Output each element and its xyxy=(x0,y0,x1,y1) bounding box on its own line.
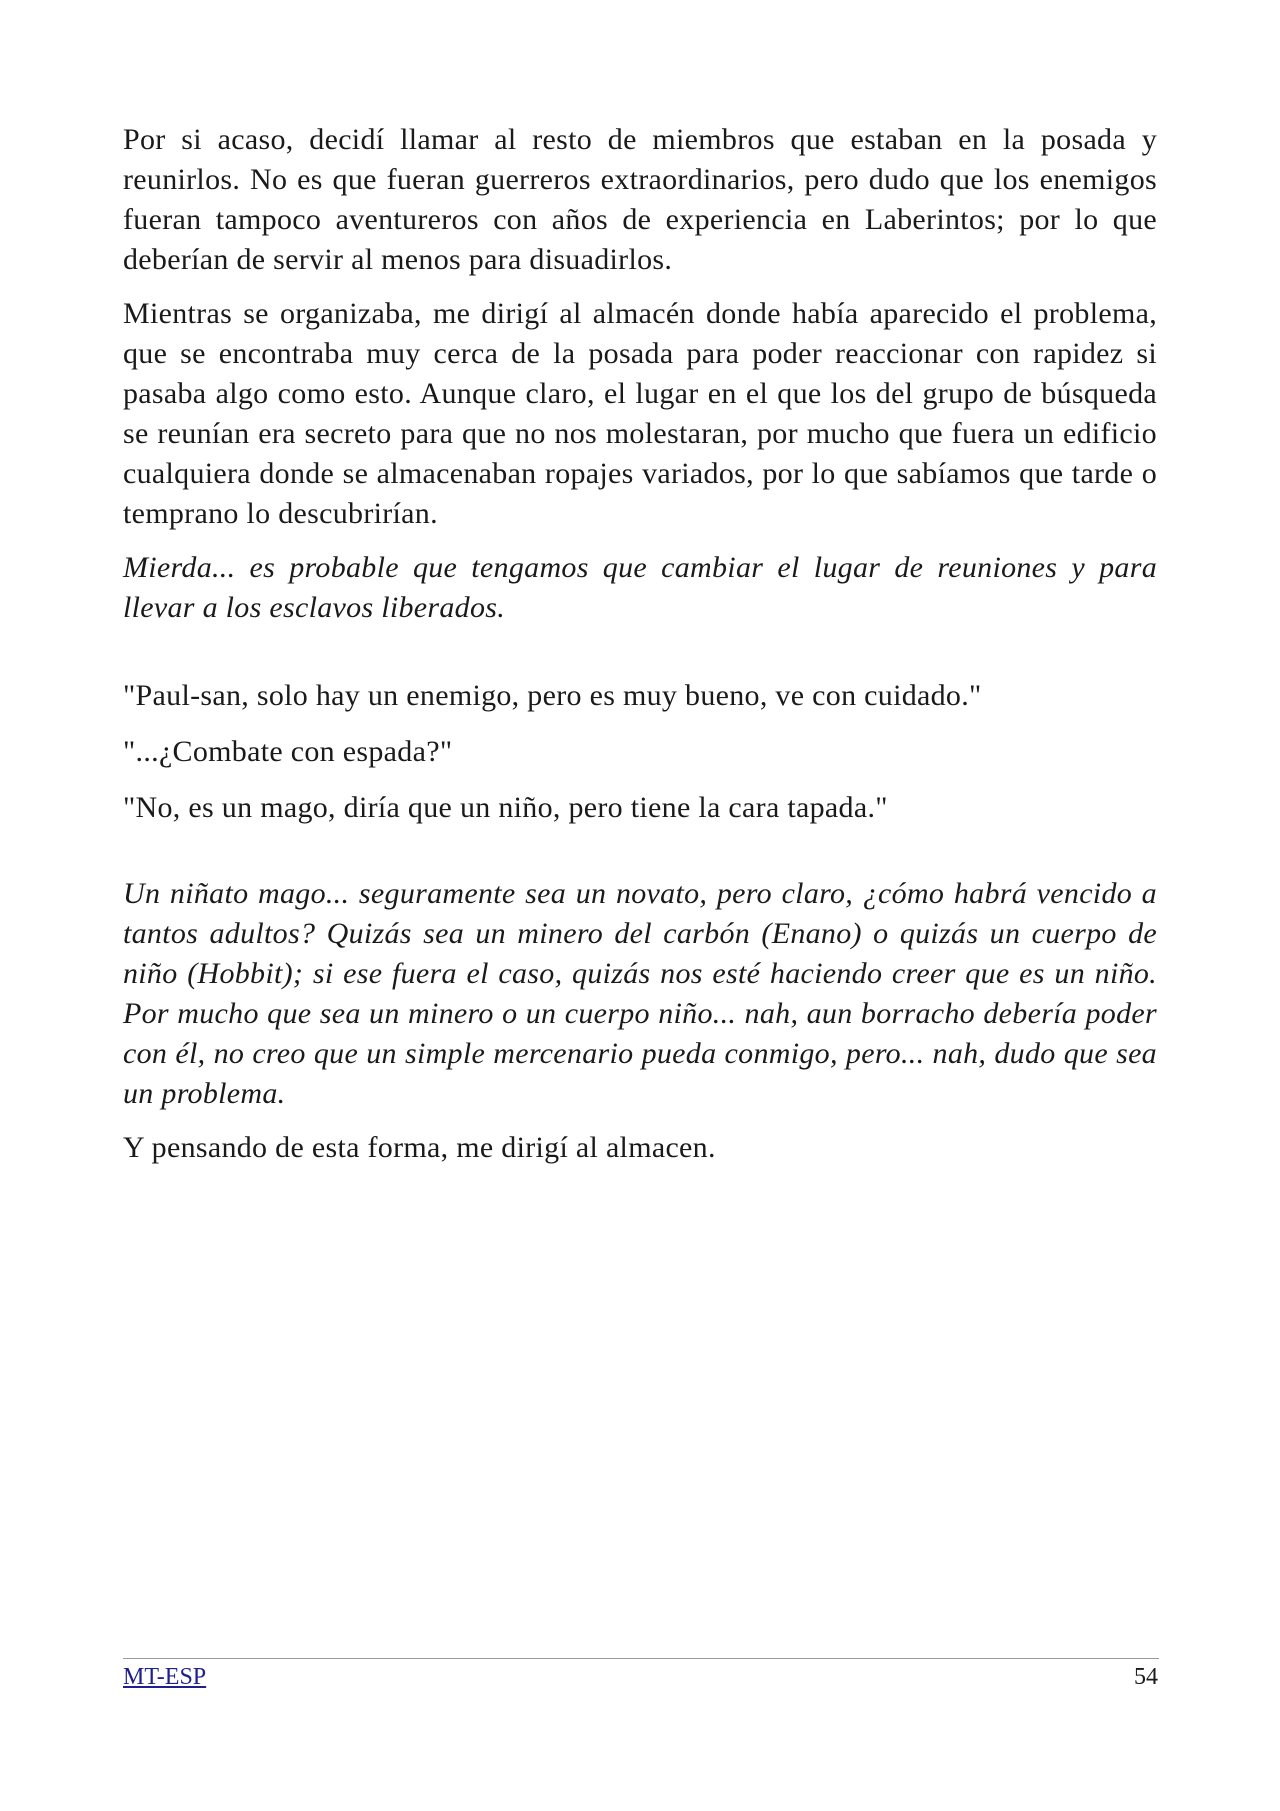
section-gap xyxy=(123,844,1157,874)
footer-divider xyxy=(123,1658,1159,1659)
paragraph-2: Mientras se organizaba, me dirigí al almacén donde había aparecido el problema, que se encontraba muy cerca de la posada para poder reaccionar con rapidez si pasaba algo como esto. Aunque claro, el lugar en el que los del grupo de búsqueda se reunían era secreto para que no nos molestaran, por mucho que fuera un edificio cualquiera donde se almacenaban ropajes variados, por lo que sabíamos que tarde o temprano lo descubrirían. xyxy=(123,297,1157,530)
dialogue-line-1: "Paul-san, solo hay un enemigo, pero es muy bueno, ve con cuidado." xyxy=(123,679,982,712)
paragraph-1: Por si acaso, decidí llamar al resto de miembros que estaban en la posada y reunirlos. No es que fueran guerreros extraordinarios, pero dudo que los enemigos fueran tampoco aventureros con años de experiencia en Laberintos; por lo que deberían de servir al menos para disuadirlos. xyxy=(123,123,1157,276)
paragraph-5: Y pensando de esta forma, me dirigí al almacen. xyxy=(123,1131,716,1164)
page-number: 54 xyxy=(1134,1664,1158,1690)
section-gap xyxy=(123,642,1157,676)
paragraph-4-thought: Un niñato mago... seguramente sea un novato, pero claro, ¿cómo habrá vencido a tantos adultos? Quizás sea un minero del carbón (Enano) o quizás un cuerpo de niño (Hobbit); si ese fuera el caso, quizás nos esté haciendo creer que es un niño. Por mucho que sea un minero o un cuerpo niño... nah, aun borracho debería poder con él, no creo que un simple mercenario pueda conmigo, pero... nah, dudo que sea un problema. xyxy=(123,877,1157,1110)
dialogue-line-2: "...¿Combate con espada?" xyxy=(123,735,453,768)
paragraph-3-thought: Mierda... es probable que tengamos que cambiar el lugar de reuniones y para llevar a los esclavos liberados. xyxy=(123,551,1157,624)
footer-site-link[interactable]: MT-ESP xyxy=(123,1664,207,1690)
page-body xyxy=(123,120,1157,1182)
dialogue-line-3: "No, es un mago, diría que un niño, pero tiene la cara tapada." xyxy=(123,791,888,824)
